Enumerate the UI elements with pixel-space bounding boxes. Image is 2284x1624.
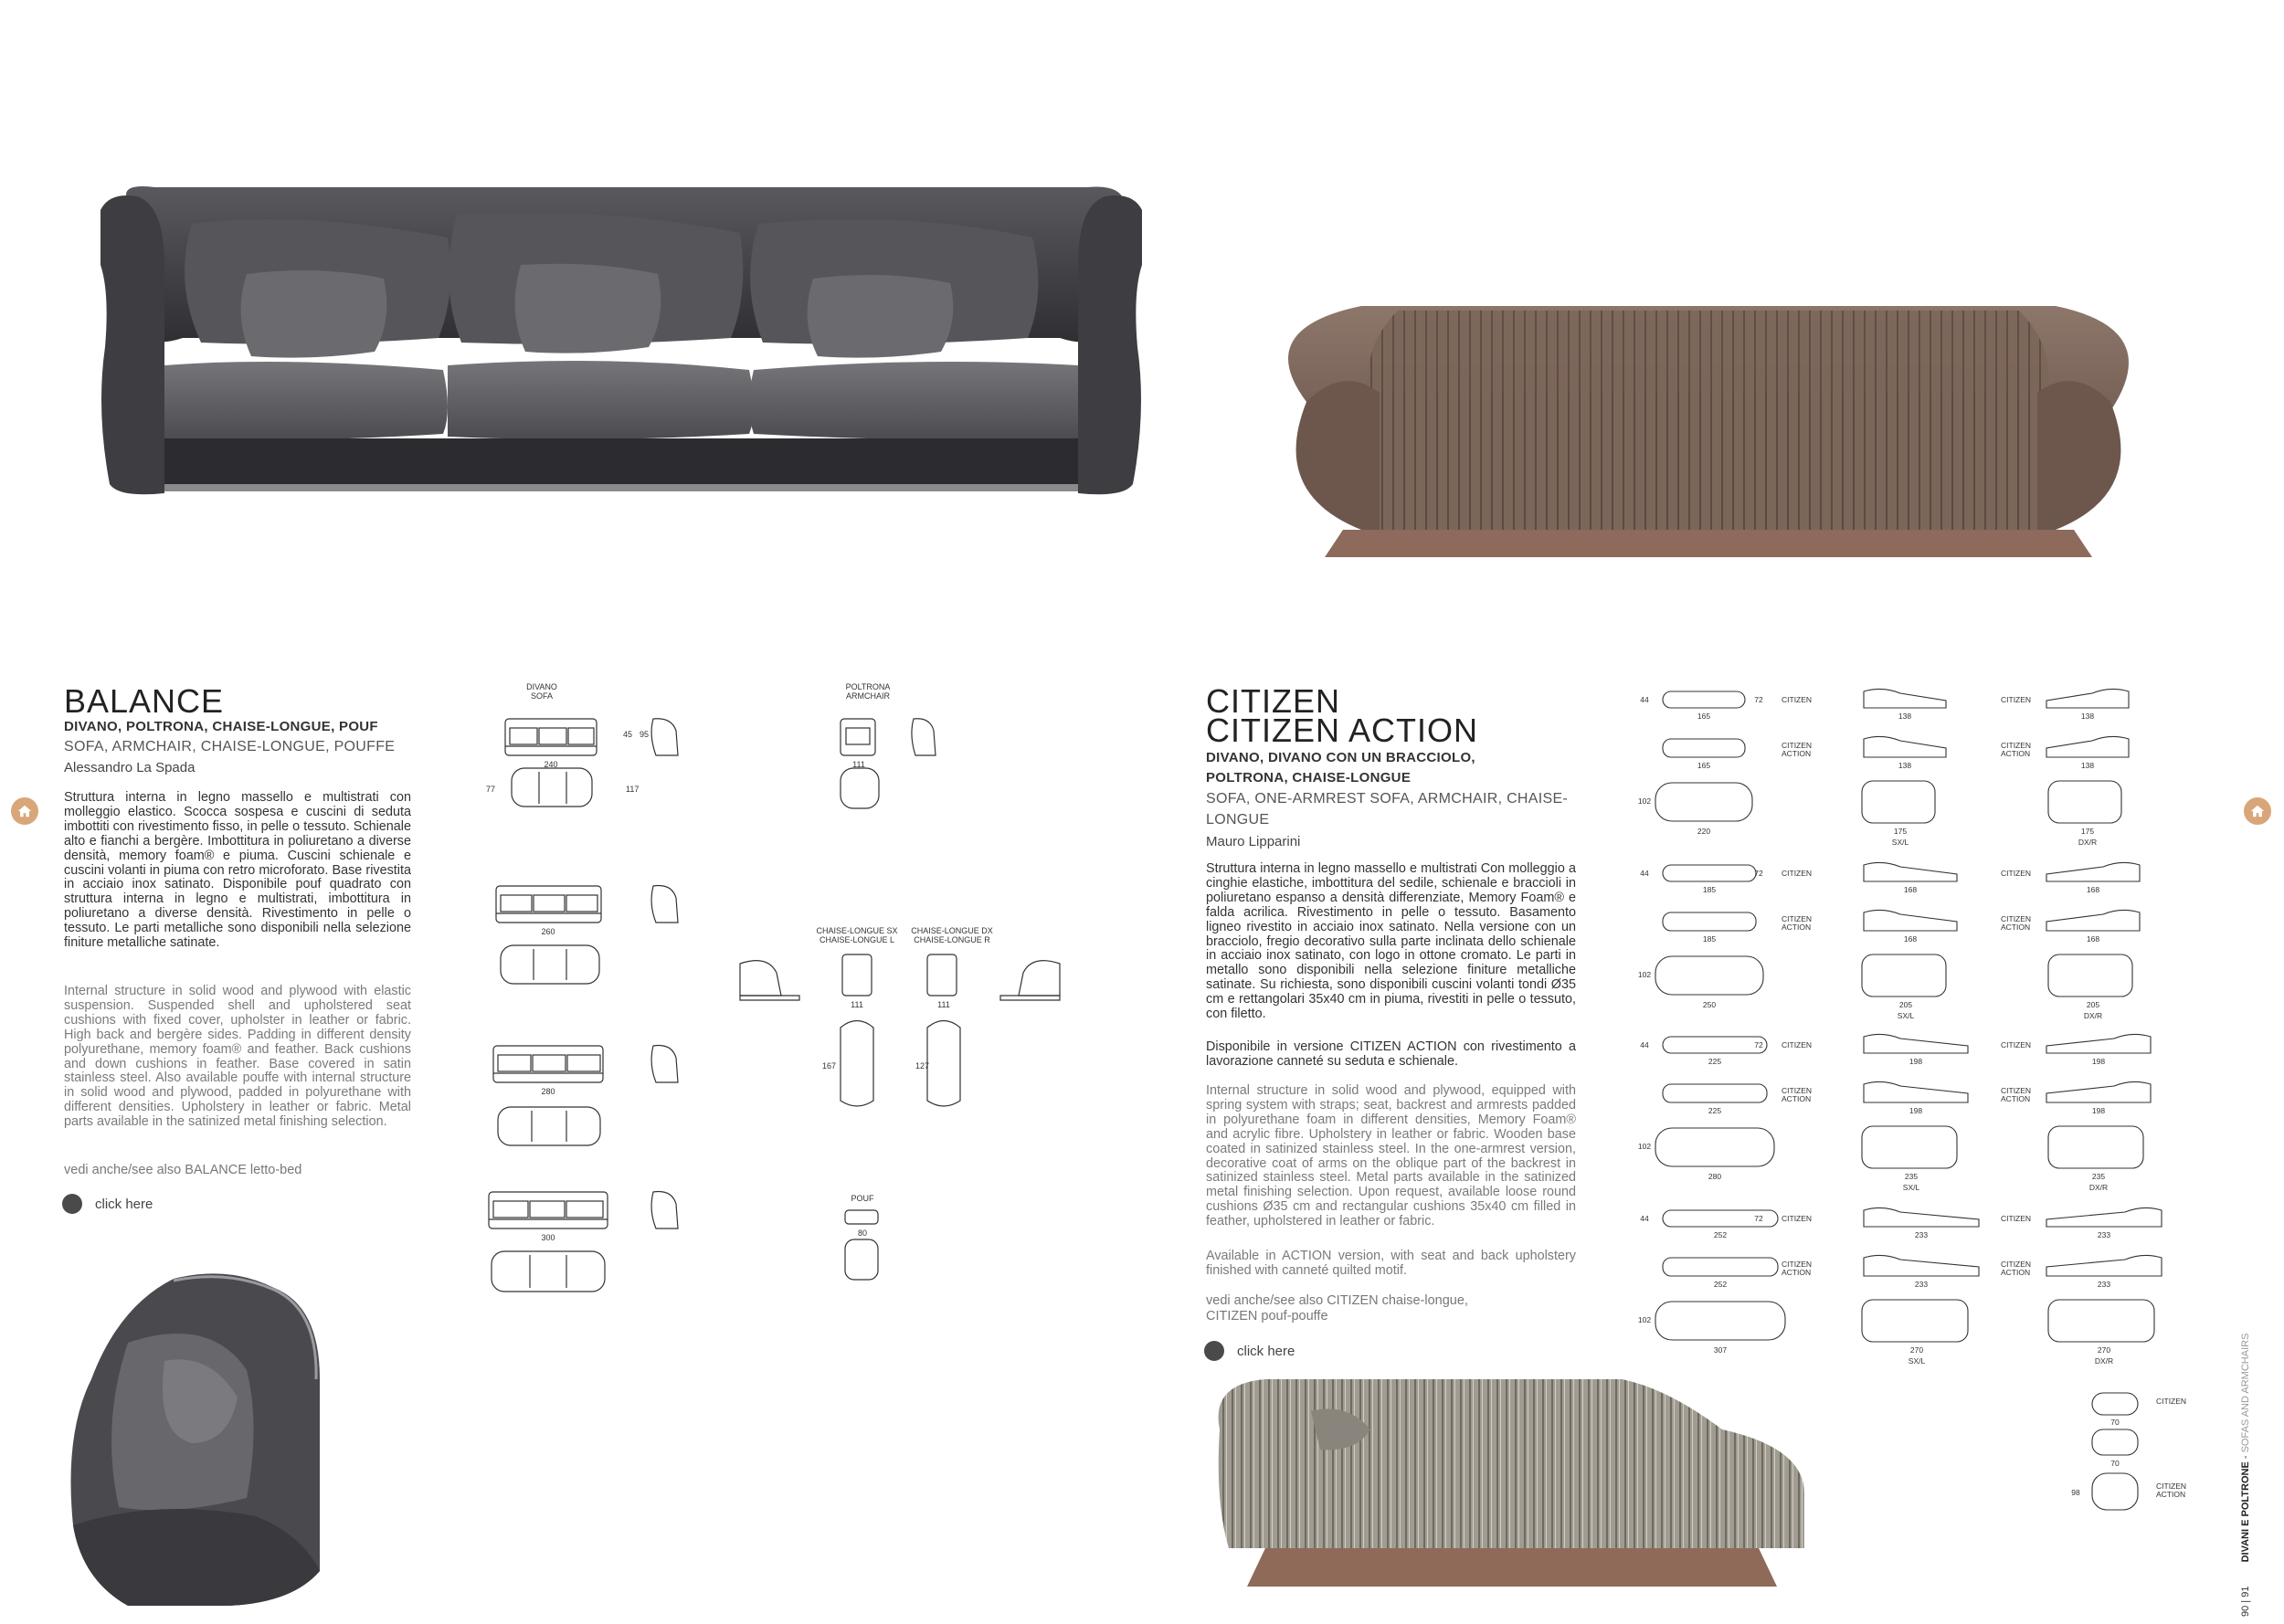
citizen-onearm-width: 198 — [1909, 1057, 1923, 1066]
citizen-action-dx-2: ACTION — [2001, 1268, 2031, 1277]
citizen-action-dx-2: ACTION — [2001, 923, 2031, 932]
home-button-right[interactable] — [2244, 797, 2271, 825]
balance-technical-drawings — [466, 680, 1160, 1302]
citizen-label: CITIZEN — [1782, 1214, 1813, 1223]
citizen-sofa-photo — [1252, 292, 2165, 566]
citizen-onearm-sx-action — [1864, 1255, 1979, 1276]
citizen-onearm-sx-plan — [1862, 1126, 1957, 1168]
citizen-h72: 72 — [1754, 1040, 1763, 1049]
label-pouf: POUF — [851, 1194, 874, 1203]
citizen-description-en: Internal structure in solid wood and plywood, equipped with spring system with straps; seat, backrest and armrests padded in polyurethane foam in different densities, Memory Foam® and acrylic fibre. Upholstery in leather or fabric. Wooden base coated in satinized stainless steel. In the one-armrest version, decorative coat of arms on the oblique part of the backrest in satinized stainless steel. Metal parts available in the satinized metal finishing selection. Upon request, available loose round cushions Ø35 cm and rectangular cushions 35x40 cm filled in feather, upholstered in leather or fabric. — [1206, 1083, 1576, 1229]
citizen-action-front — [1663, 739, 1745, 757]
citizen-onearm-dx-front — [2046, 862, 2140, 881]
citizen-onearm-dx-front — [2046, 1034, 2151, 1053]
label-divano: DIVANO — [526, 682, 557, 691]
citizen-onearm-dx-front — [2046, 1207, 2162, 1227]
citizen-onearm-width: 138 — [1898, 712, 1912, 721]
balance-sofa-photo — [100, 183, 1142, 511]
home-icon — [2249, 803, 2266, 819]
citizen-onearm-dx-plan-width: 175 — [2080, 827, 2095, 836]
citizen-armchair-plan — [2092, 1473, 2138, 1510]
citizen-d102: 102 — [1637, 1142, 1652, 1151]
width-80: 80 — [857, 1229, 868, 1238]
citizen-width-165: 165 — [1697, 712, 1711, 721]
citizen-label-dx: CITIZEN — [2001, 695, 2032, 704]
citizen-click-label: click here — [1237, 1343, 1295, 1359]
citizen-onearm-dx-plan — [2048, 1300, 2154, 1342]
citizen-onearm-dx-action — [2046, 736, 2129, 757]
citizen-action-dx-1: CITIZEN — [2001, 914, 2032, 923]
citizen-label-dx: CITIZEN — [2001, 869, 2032, 878]
citizen-armchair-label: CITIZEN — [2156, 1397, 2187, 1406]
citizen-see-also[interactable]: vedi anche/see also CITIZEN chaise-longue, CITIZEN pouf-pouffe — [1206, 1293, 1468, 1323]
citizen-d102: 102 — [1637, 796, 1652, 806]
citizen-onearm-action-width: 138 — [1898, 761, 1912, 770]
citizen-onearm-sx-front — [1864, 1034, 1968, 1053]
citizen-sofa-plan — [1655, 1128, 1774, 1166]
citizen-sxl-label: SX/L — [1902, 1183, 1920, 1192]
citizen-plan-width-220: 220 — [1697, 827, 1711, 836]
citizen-onearm-dx-width: 198 — [2091, 1057, 2106, 1066]
citizen-sxl-label: SX/L — [1891, 838, 1909, 847]
citizen-plan-width-280: 280 — [1708, 1172, 1722, 1181]
citizen-d98: 98 — [2071, 1488, 2080, 1497]
citizen-w70: 70 — [2110, 1418, 2120, 1427]
citizen-width-252: 252 — [1713, 1230, 1728, 1239]
citizen-width-225: 225 — [1708, 1057, 1722, 1066]
citizen-sxl-label: SX/L — [1897, 1011, 1915, 1020]
citizen-onearm-dx-action-width: 168 — [2086, 934, 2100, 944]
label-chaise-sx: CHAISE-LONGUE SX — [816, 926, 898, 935]
citizen-onearm-width: 168 — [1903, 885, 1918, 894]
citizen-d102: 102 — [1637, 970, 1652, 979]
citizen-dxr-label: DX/R — [2088, 1183, 2109, 1192]
citizen-onearm-action-width: 233 — [1914, 1280, 1929, 1289]
citizen-armchair-action-1: CITIZEN — [2156, 1482, 2187, 1491]
citizen-action-dx-2: ACTION — [2001, 1094, 2031, 1103]
citizen-sofa-front — [1663, 691, 1745, 708]
citizen-plan-width-250: 250 — [1702, 1000, 1717, 1009]
citizen-subtitle-it-2: POLTRONA, CHAISE-LONGUE — [1206, 770, 1412, 786]
citizen-h44: 44 — [1640, 1214, 1649, 1223]
citizen-action-front — [1663, 1084, 1767, 1102]
citizen-armchair-action-2: ACTION — [2156, 1490, 2186, 1499]
dim-167: 167 — [822, 1061, 837, 1070]
citizen-action-width-185: 185 — [1702, 934, 1717, 944]
citizen-onearm-dx-plan-width: 205 — [2086, 1000, 2100, 1009]
dim-95: 95 — [640, 730, 650, 739]
citizen-onearm-dx-plan — [2048, 781, 2121, 823]
citizen-onearm-dx-action-width: 233 — [2097, 1280, 2111, 1289]
dim-45: 45 — [623, 730, 633, 739]
citizen-onearm-sx-plan — [1862, 1300, 1968, 1342]
dim-127: 127 — [915, 1061, 930, 1070]
citizen-action-dx-1: CITIZEN — [2001, 1086, 2032, 1095]
citizen-action-label-2: ACTION — [1782, 1094, 1812, 1103]
citizen-onearm-width: 233 — [1914, 1230, 1929, 1239]
citizen-technical-drawings — [1608, 680, 2229, 1521]
citizen-onearm-dx-plan-width: 235 — [2091, 1172, 2106, 1181]
citizen-label: CITIZEN — [1782, 695, 1813, 704]
citizen-dxr-label: DX/R — [2083, 1011, 2103, 1020]
citizen-onearm-plan-width: 270 — [1909, 1345, 1924, 1355]
balance-designer: Alessandro La Spada — [64, 760, 196, 775]
label-sofa: SOFA — [530, 691, 554, 701]
citizen-armchair-action — [2092, 1429, 2138, 1455]
balance-subtitle-it: DIVANO, POLTRONA, CHAISE-LONGUE, POUF — [64, 719, 378, 734]
citizen-action-label-1: CITIZEN — [1782, 1086, 1813, 1095]
citizen-subtitle-en-1: SOFA, ONE-ARMREST SOFA, ARMCHAIR, CHAISE- — [1206, 791, 1569, 807]
citizen-onearm-action-width: 168 — [1903, 934, 1918, 944]
citizen-onearm-plan-width: 235 — [1904, 1172, 1919, 1181]
citizen-description-it-2: Disponibile in versione CITIZEN ACTION con rivestimento a lavorazione canneté su seduta e schienale. — [1206, 1039, 1576, 1069]
citizen-onearm-dx-action — [2046, 1081, 2151, 1102]
balance-armchair-photo — [64, 1270, 457, 1608]
citizen-h72: 72 — [1754, 869, 1763, 878]
citizen-label-dx: CITIZEN — [2001, 1040, 2032, 1049]
citizen-action-dx-1: CITIZEN — [2001, 1260, 2032, 1269]
label-chaise-dx: CHAISE-LONGUE DX — [911, 926, 993, 935]
citizen-onearm-sx-front — [1864, 689, 1946, 708]
click-dot-icon — [62, 1194, 82, 1214]
citizen-action-dx-1: CITIZEN — [2001, 741, 2032, 750]
citizen-onearm-dx-action — [2046, 910, 2140, 931]
citizen-onearm-plan-width: 205 — [1898, 1000, 1913, 1009]
citizen-width-185: 185 — [1702, 885, 1717, 894]
citizen-dxr-label: DX/R — [2094, 1356, 2114, 1366]
citizen-subtitle-it-1: DIVANO, DIVANO CON UN BRACCIOLO, — [1206, 750, 1475, 765]
citizen-action-width-252: 252 — [1713, 1280, 1728, 1289]
citizen-onearm-dx-action — [2046, 1255, 2162, 1276]
citizen-action-dx-2: ACTION — [2001, 749, 2031, 758]
citizen-onearm-dx-plan — [2048, 1126, 2143, 1168]
label-armchair: ARMCHAIR — [845, 691, 891, 701]
citizen-action-width-225: 225 — [1708, 1106, 1722, 1115]
citizen-action-label-2: ACTION — [1782, 749, 1812, 758]
citizen-action-label-1: CITIZEN — [1782, 741, 1813, 750]
citizen-label: CITIZEN — [1782, 1040, 1813, 1049]
citizen-onearm-sx-plan — [1862, 954, 1946, 997]
width-111: 111 — [852, 760, 865, 769]
citizen-onearm-dx-width: 138 — [2080, 712, 2095, 721]
citizen-action-front — [1663, 912, 1756, 931]
footer-divider: - — [2240, 1452, 2251, 1460]
citizen-h72: 72 — [1754, 695, 1763, 704]
citizen-sxl-label: SX/L — [1908, 1356, 1926, 1366]
citizen-onearm-dx-plan — [2048, 954, 2132, 997]
citizen-w70-b: 70 — [2110, 1459, 2120, 1468]
citizen-sofa-plan — [1655, 1302, 1785, 1340]
label-poltrona: POLTRONA — [845, 682, 891, 691]
citizen-subtitle-en-2: LONGUE — [1206, 812, 1270, 828]
dim-77: 77 — [486, 785, 496, 794]
citizen-onearm-plan-width: 175 — [1893, 827, 1908, 836]
home-button-left[interactable] — [11, 797, 38, 825]
citizen-action-front — [1663, 1258, 1778, 1276]
dim-117: 117 — [626, 785, 640, 794]
footer-section-en: SOFAS AND ARMCHAIRS — [2240, 1333, 2251, 1453]
citizen-onearm-sx-front — [1864, 1207, 1979, 1227]
label-chaise-r: CHAISE-LONGUE R — [914, 935, 990, 944]
citizen-onearm-action-width: 198 — [1909, 1106, 1923, 1115]
width-111-l: 111 — [851, 1000, 863, 1009]
citizen-action-label-1: CITIZEN — [1782, 1260, 1813, 1269]
click-dot-icon — [1204, 1341, 1224, 1361]
citizen-h44: 44 — [1640, 869, 1649, 878]
balance-subtitle-en: SOFA, ARMCHAIR, CHAISE-LONGUE, POUFFE — [64, 739, 396, 754]
citizen-plan-width-307: 307 — [1713, 1345, 1728, 1355]
citizen-action-title: CITIZEN ACTION — [1206, 712, 1479, 749]
width-240: 240 — [544, 760, 558, 769]
citizen-sofa-front — [1663, 1037, 1767, 1053]
citizen-armchair-front — [2092, 1393, 2138, 1415]
citizen-onearm-sx-front — [1864, 862, 1957, 881]
citizen-onearm-sx-action — [1864, 1081, 1968, 1102]
citizen-onearm-sx-plan — [1862, 781, 1935, 823]
label-chaise-l: CHAISE-LONGUE L — [819, 935, 895, 944]
citizen-action-label-2: ACTION — [1782, 923, 1812, 932]
citizen-description-en-2: Available in ACTION version, with seat and back upholstery finished with canneté quilted motif. — [1206, 1249, 1576, 1278]
citizen-h72: 72 — [1754, 1214, 1763, 1223]
citizen-onearm-dx-width: 233 — [2097, 1230, 2111, 1239]
balance-description-it: Struttura interna in legno massello e multistrati con molleggio elastico. Scocca sospesa e cuscini di seduta imbottiti con rivestimento fisso, in pelle o tessuto. Schienale alto e fianchi a bergère. Imbottitura in poliuretano a diverse densità, memory foam® e piuma. Cuscini schienale e cuscini volanti in piuma con retro microforato. Base rivestita in acciaio inox satinato. Disponibile pouf quadrato con struttura interna in legno e multistrati, imbottitura in poliuretano a diverse densità. Rivestimento in pelle o tessuto. Le parti metalliche sono disponibili nella selezione finiture metalliche satinate. — [64, 790, 411, 951]
width-260: 260 — [541, 927, 555, 936]
citizen-onearm-dx-action-width: 198 — [2091, 1106, 2106, 1115]
balance-title: BALANCE — [64, 682, 225, 720]
citizen-label: CITIZEN — [1782, 869, 1813, 878]
footer-section-it: DIVANI E POLTRONE — [2240, 1461, 2251, 1563]
citizen-designer: Mauro Lipparini — [1206, 834, 1301, 849]
balance-click-label: click here — [95, 1196, 153, 1212]
citizen-title: CITIZEN — [1206, 682, 1340, 720]
citizen-h44: 44 — [1640, 1040, 1649, 1049]
citizen-label-dx: CITIZEN — [2001, 1214, 2032, 1223]
citizen-onearm-dx-plan-width: 270 — [2097, 1345, 2111, 1355]
balance-click-here-button[interactable] — [62, 1194, 153, 1214]
balance-see-also[interactable]: vedi anche/see also BALANCE letto-bed — [64, 1163, 302, 1177]
balance-description-en: Internal structure in solid wood and plywood with elastic suspension. Suspended shell and upholstered seat cushions with fixed cover, upholster in leather or fabric. High back and bergère sides. Padding in different density polyurethane, memory foam® and feather. Back cushions and down cushions in feather. Base covered in satin stainless steel. Also available pouffe with internal structure in solid wood and plywood, padded in polyurethane with different densities. Upholstery in leather or fabric. Metal parts available in the satinized metal finishing selection. — [64, 984, 411, 1130]
citizen-onearm-sx-action — [1864, 736, 1946, 757]
citizen-onearm-dx-front — [2046, 689, 2129, 708]
citizen-description-it: Struttura interna in legno massello e multistrati Con molleggio a cinghie elastiche, imbottitura del sedile, schienale e braccioli in poliuretano espanso a densità differenziate, Memory Foam® e falda acrilica. Rivestimento in pelle o tessuto. Basamento ligneo rivestito in acciaio inox satinato. Nella versione con un bracciolo, fregio decorativo sulla parte inclinata dello schienale in acciaio inox satinato, con logo in ottone cromato. Le parti in metallo sono disponibili nella selezione finiture metalliche satinate. Su richiesta, sono disponibili cuscini volanti tondi Ø35 cm e rettangolari 35x40 cm in piuma, rivestiti in pelle o tessuto, con filetto. — [1206, 861, 1576, 1022]
footer-pages: 90 | 91 — [2240, 1586, 2251, 1617]
citizen-sofa-plan — [1655, 956, 1763, 995]
home-icon — [16, 803, 33, 819]
citizen-sofa-front — [1663, 865, 1756, 881]
citizen-onearm-sx-action — [1864, 910, 1957, 931]
citizen-h44: 44 — [1640, 695, 1649, 704]
citizen-sofa-plan — [1655, 783, 1752, 821]
citizen-action-width-165: 165 — [1697, 761, 1711, 770]
citizen-onearm-dx-width: 168 — [2086, 885, 2100, 894]
citizen-onearm-dx-action-width: 138 — [2080, 761, 2095, 770]
width-300: 300 — [541, 1233, 555, 1242]
citizen-action-label-2: ACTION — [1782, 1268, 1812, 1277]
width-111-r: 111 — [937, 1000, 950, 1009]
width-280: 280 — [541, 1087, 555, 1096]
citizen-dxr-label: DX/R — [2078, 838, 2098, 847]
footer-section — [2240, 1334, 2251, 1617]
citizen-action-label-1: CITIZEN — [1782, 914, 1813, 923]
citizen-click-here-button[interactable] — [1204, 1341, 1295, 1361]
citizen-d102: 102 — [1637, 1315, 1652, 1324]
